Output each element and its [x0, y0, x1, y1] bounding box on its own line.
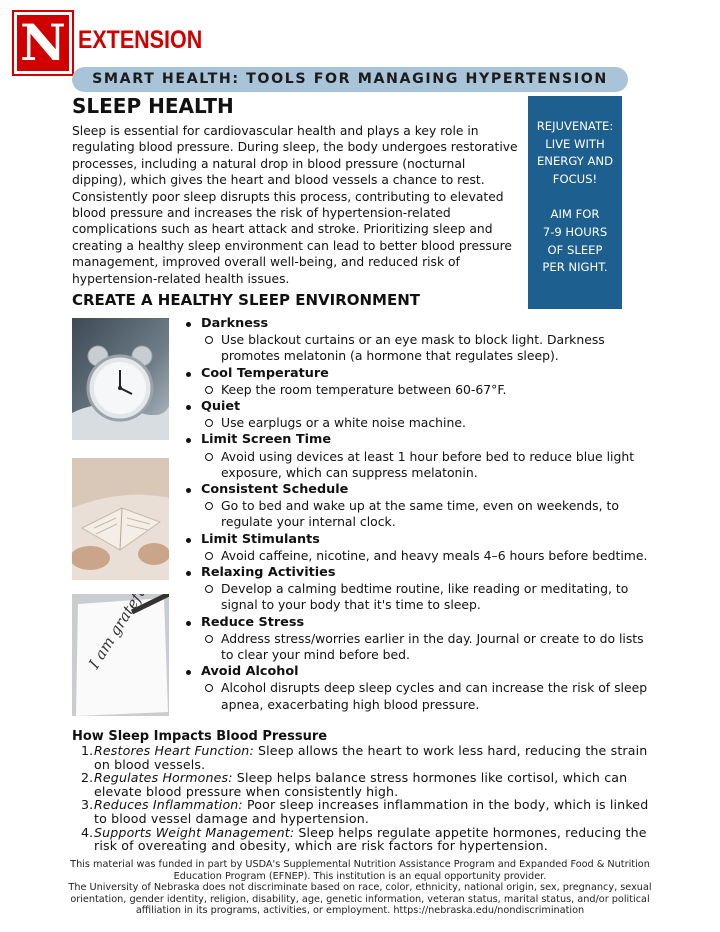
tip-title: Avoid Alcohol	[181, 664, 651, 680]
tip-title: Relaxing Activities	[181, 565, 651, 581]
tip-title: Reduce Stress	[181, 615, 651, 631]
tip-detail: Address stress/worries earlier in the day. Journal or create to do lists to clear your mind before bed.	[181, 631, 651, 663]
tip-item	[181, 366, 651, 398]
sleep-goal-callout	[528, 96, 622, 309]
tip-item	[181, 615, 651, 664]
gratitude-journal-photo	[72, 594, 169, 716]
impact-item	[72, 798, 662, 825]
tip-item	[181, 316, 651, 365]
reading-book-photo	[72, 458, 169, 580]
impacts-heading: How Sleep Impacts Blood Pressure	[72, 729, 328, 744]
alarm-clock-photo	[72, 318, 169, 440]
callout-spacer	[528, 188, 622, 206]
impact-text: Sleep helps regulate appetite hormones, reducing the risk of overeating and obesity, which are risk factors for hypertension.	[94, 824, 647, 854]
impacts-list	[72, 744, 662, 853]
tip-item	[181, 565, 651, 614]
tip-detail: Avoid caffeine, nicotine, and heavy meals 4–6 hours before bedtime.	[181, 548, 651, 564]
section-heading: CREATE A HEALTHY SLEEP ENVIRONMENT	[72, 291, 421, 309]
impact-item	[72, 744, 662, 771]
impact-number: 2.	[81, 770, 94, 786]
impact-lead: Restores Heart Function:	[94, 743, 254, 758]
impact-lead: Supports Weight Management:	[94, 824, 295, 840]
callout-aim: AIM FOR 7-9 HOURS OF SLEEP PER NIGHT.	[542, 207, 608, 275]
tip-item	[181, 482, 651, 531]
tip-detail: Go to bed and wake up at the same time, even on weekends, to regulate your internal clock.	[181, 498, 651, 530]
tip-detail: Develop a calming bedtime routine, like reading or meditating, to signal to your body that it's time to sleep.	[181, 581, 651, 613]
tip-item	[181, 532, 651, 564]
tip-title: Quiet	[181, 399, 651, 415]
impact-text: Poor sleep increases inflammation in the body, which is linked to blood vessel damage and hypertension.	[94, 797, 649, 826]
series-banner	[72, 67, 628, 92]
tip-item	[181, 664, 651, 713]
tip-title: Consistent Schedule	[181, 482, 651, 498]
impact-item	[72, 826, 662, 853]
impact-lead: Regulates Hormones:	[94, 770, 233, 786]
page-title: SLEEP HEALTH	[72, 94, 234, 118]
nebraska-n-logo: N	[14, 12, 72, 74]
impact-text: Sleep allows the heart to work less hard, reducing the strain on blood vessels.	[94, 743, 648, 772]
tip-detail: Keep the room temperature between 60-67°F.	[181, 382, 651, 398]
intro-paragraph: Sleep is essential for cardiovascular health and plays a key role in regulating blood pressure. During sleep, the body undergoes restorative processes, including a natural drop in blood pressure (nocturnal dipping), which gives the heart and blood vessels a chance to rest. Consistently poor sleep disrupts this process, contributing to elevated blood pressure and increases the risk of hypertension-related complications such as heart attack and stroke. Prioritizing sleep and creating a healthy sleep environment can lead to better blood pressure management, improved overall well-being, and reduced risk of hypertension-related health issues.	[72, 124, 518, 286]
impact-number: 4.	[81, 824, 94, 840]
footer	[60, 859, 660, 917]
tip-item	[181, 399, 651, 431]
tip-detail: Use blackout curtains or an eye mask to block light. Darkness promotes melatonin (a hormone that regulates sleep).	[181, 332, 651, 364]
tip-title: Limit Stimulants	[181, 532, 651, 548]
tip-detail: Avoid using devices at least 1 hour before bed to reduce blue light exposure, which can suppress melatonin.	[181, 449, 651, 481]
banner-text: SMART HEALTH: TOOLS FOR MANAGING HYPERTENSION	[92, 71, 608, 87]
impact-lead: Reduces Inflammation:	[94, 797, 243, 813]
sleep-tips-list	[181, 316, 651, 714]
impact-number: 1.	[81, 743, 94, 758]
footer-funding: This material was funded in part by USDA's Supplemental Nutrition Assistance Program and Expanded Food & Nutrition Education Program (EFNEP). This institution is an equal opportunity provider.	[70, 859, 650, 882]
tip-title: Cool Temperature	[181, 366, 651, 382]
impact-item	[72, 771, 662, 798]
extension-wordmark: EXTENSION	[78, 26, 203, 54]
tip-title: Darkness	[181, 316, 651, 332]
impact-number: 3.	[81, 797, 94, 813]
impact-text: Sleep helps balance stress hormones like cortisol, which can elevate blood pressure when consistently high.	[94, 770, 628, 799]
tip-item	[181, 432, 651, 481]
footer-nondiscrimination: The University of Nebraska does not discriminate based on race, color, ethnicity, national origin, sex, pregnancy, sexual orientation, gender identity, religion, disability, age, genetic information, veteran status, marital status, and/or political affiliation in its programs, activities, or employment. https://nebraska.edu/nondiscrimination	[68, 882, 652, 916]
callout-rejuvenate: REJUVENATE: LIVE WITH ENERGY AND FOCUS!	[536, 119, 614, 186]
tip-detail: Alcohol disrupts deep sleep cycles and can increase the risk of sleep apnea, exacerbating high blood pressure.	[181, 680, 651, 712]
tip-title: Limit Screen Time	[181, 432, 651, 448]
tip-detail: Use earplugs or a white noise machine.	[181, 415, 651, 431]
